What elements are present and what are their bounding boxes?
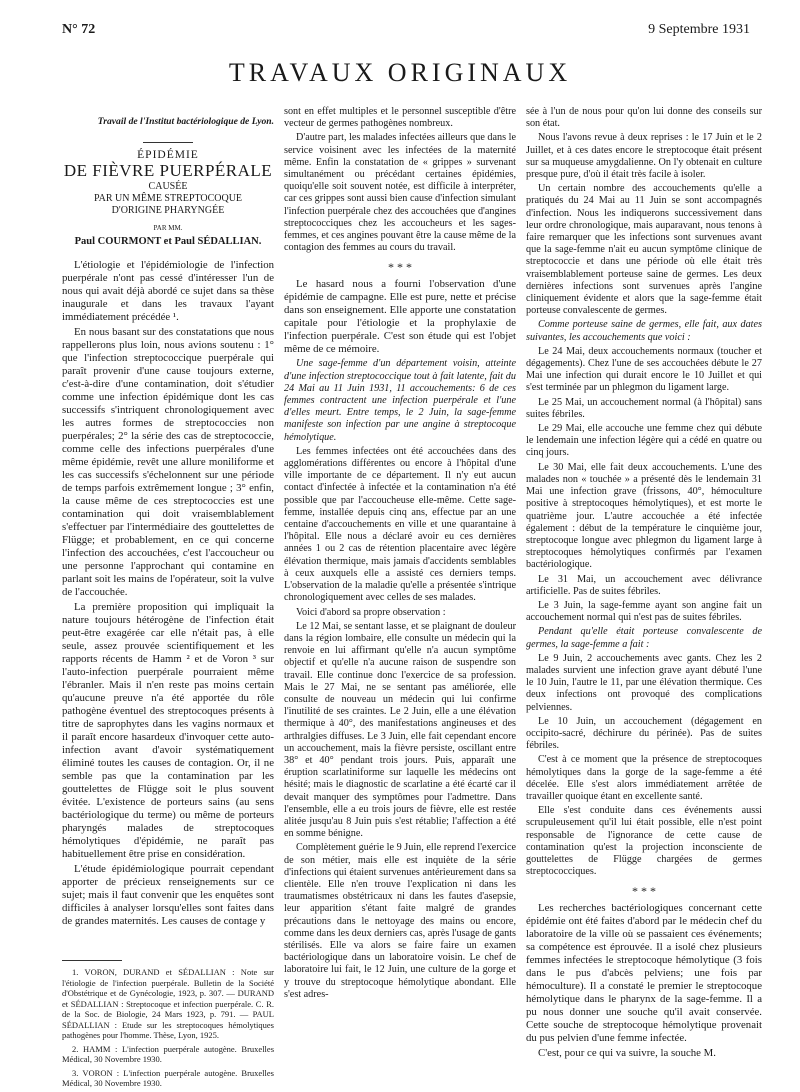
case-entry: Le 24 Mai, deux accouchements normaux (toucher et dégagements). Chez l'une de ses accouchées débute le 27 Mai une infection qui durait encore le 10 Juillet et qui s'est terminée par un phlegmon du ligament large. (526, 345, 762, 394)
page-header (62, 22, 750, 44)
title-line-3: CAUSÉE (148, 180, 188, 192)
paragraph: C'est, pour ce qui va suivre, la souche M. (538, 1047, 716, 1060)
paragraph: Nous l'avons revue à deux reprises : le 17 Juin et le 2 Juillet, et à ces dates encore le streptocoque était présent sur sa muqueuse amygdalienne. On l'y obtenait en culture presque pure, d'où il était très facile à isoler. (526, 132, 762, 181)
title-line-5: D'ORIGINE PHARYNGÉE (111, 205, 225, 217)
paragraph: Un certain nombre des accouchements qu'elle a pratiqués du 24 Mai au 11 Juin se sont accompagnés d'infection. Nous les indiquerons successivement dans leur ordre chronologique, mais auparavant, nous tenons à faire remarquer que les infections sont survenues avant que la sage-femme n'ait eu aucun symptôme clinique de streptococcie et dans une période où elle était très vraisemblablement porteuse saine de germes. Les deux dernières infections sont survenues après l'angine cliniquement évidente et alors que la sage-femme était porteuse convalescente de germes. (526, 183, 762, 317)
article-body (62, 106, 762, 1088)
paragraph: Complètement guérie le 9 Juin, elle reprend l'exercice de son métier, mais elle est inquiète de la série d'infections qui étaient survenues antérieurement dans sa clientèle. Elle n'en trouve l'explication ni dans les traumatismes obstétricaux ni dans les fautes d'asepsie, leur apparition s'étant faite malgré de grandes précautions dans le nettoyage des mains ou encore, comme dans les deux derniers cas, après l'usage de gants stérilisés. Elle va alors se faire faire un examen bactériologique dans un laboratoire voisin. Le chef de laboratoire lui fait, le 12 Juin, une culture de la gorge et y trouve du streptocoque hémolytique abondant. Elle s'est adres- (284, 842, 516, 1000)
case-entry: Le 29 Mai, elle accouche une femme chez qui débute le lendemain une infection légère qui a cédé en quatre ou cinq jours. (526, 423, 762, 459)
paragraph: Les femmes infectées ont été accouchées dans des agglomérations différentes ou encore à l'hôpital d'une ville importante de ce département. Il n'y eut aucun contact d'infectée à infectée et la contamination n'a été possible que par l'accoucheuse elle-même. Cette sage-femme, installée depuis cinq ans, effectue par an une centaine d'accouchements en ville et une quarantaine à l'hôpital. Elle nous a déclaré avoir eu ces dernières années 1 ou 2 cas de rétention placentaire avec légère élévation thermique, mais jamais d'accidents semblables à ceux auxquels elle a assisté ces derniers temps. L'observation de la maladie qu'elle a présentée s'intrique chronologiquement avec celles de ses malades. (284, 445, 516, 604)
footnotes (62, 960, 274, 1092)
affiliation: Travail de l'Institut bactériologique de Lyon. (97, 116, 274, 127)
title-rule (143, 142, 193, 143)
case-entry: Le 9 Juin, 2 accouchements avec gants. Chez les 2 malades survient une infection grave ayant débuté l'une le 10 Juin, l'autre le 11, par une élévation thermique. Ces deux infections ont provoqué des complications pelviennes. (526, 652, 762, 713)
issue-date: 9 Septembre 1931 (648, 22, 750, 37)
paragraph: Elle s'est conduite dans ces événements aussi scrupuleusement qu'il lui était possible, elle n'est point responsable de l'ignorance de cette cause de contamination qu'est la projection inconsciente de gouttelettes de Flügge chargées de germes streptococciques. (526, 805, 762, 878)
title-line-2: DE FIÈVRE PUERPÉRALE (63, 161, 273, 181)
paragraph: sée à l'un de nous pour qu'on lui donne des conseils sur son état. (526, 106, 762, 130)
authors: Paul COURMONT et Paul SÉDALLIAN. (74, 236, 262, 248)
column-1 (62, 106, 274, 1066)
subheading: Pendant qu'elle était porteuse convalescente de germes, la sage-femme a fait : (526, 626, 762, 650)
paragraph: La première proposition qui impliquait la nature toujours hétérogène de l'infection était peut-être exagérée car elle n'était pas, à elle seule, assez prouvée scientifiquement et les rapports récents de Hamm ² et de Voron ³ sur l'auto-infection puerpérale pourraient même l'ébranler. Mais il n'en reste pas moins certain qu'aucune preuve n'a été apportée du rôle pathogène éventuel des streptocoques présents à titre de saprophytes dans les vagins normaux et il paraît encore hasardeux d'invoquer cette auto-infection avant d'avoir systématiquement éliminé toutes les causes de contagion. Or, il ne semble pas que la contamination par les gouttelettes de Flügge soit le plus souvent évitée. L'existence de porteurs sains (au sens bactériologique du terme) ou même de porteurs pharyngés malades de streptocoques hémolytiques d'épidémie, ne paraît pas habituellement être prise en considération. (62, 600, 274, 860)
case-entry: Le 3 Juin, la sage-femme ayant son angine fait un accouchement normal qui n'est pas de suites fébriles. (526, 599, 762, 624)
column-2 (284, 106, 516, 1066)
footnote: 1. VORON, DURAND et SÉDALLIAN : Note sur l'étiologie de l'infection puerpérale. Bulletin de la Société d'Obstétrique et de Gynécologie, 1923, p. 307. — DURAND et SÉDALLIAN : Streptocoque et infection puerpérale. C. R. de la Soc. de Biologie, 24 Mars 1923, p. 791. — PAUL SÉDALLIAN : Etude sur les streptocoques hémolytiques pathogènes pour l'homme. Thèse, Lyon, 1925. (62, 967, 274, 1040)
footnote: 2. HAMM : L'infection puerpérale autogène. Bruxelles Médical, 30 Novembre 1930. (62, 1043, 274, 1064)
column-3 (526, 106, 762, 1066)
paragraph: Voici d'abord sa propre observation : (296, 606, 446, 618)
case-entry: Le 30 Mai, elle fait deux accouchements. L'une des malades non « touchée » a présenté dès le lendemain 31 Mai une infection grave (frissons, 40°, hémoculture positive à streptocoques hémolytiques), et est morte le quatrième jour. L'autre accouchée a été infectée également : début de la température le cinquième jour, streptocoque longue avec phlegmon du ligament large à streptocoques hémolytiques confirmés par l'examen bactériologique. (526, 461, 762, 571)
paragraph: sont en effet multiples et le personnel susceptible d'être vecteur de germes pathogènes nombreux. (284, 106, 516, 130)
case-entry: Le 31 Mai, un accouchement avec délivrance artificielle. Pas de suites fébriles. (526, 573, 762, 597)
footnote: 3. VORON : L'infection puerpérale autogène. Bruxelles Médical, 30 Novembre 1930. (62, 1067, 274, 1088)
paragraph: D'autre part, les malades infectées ailleurs que dans le service voisinent avec les infectées de la maternité même. Enfin la constatation de « grippes » survenant simultanément ou précédant certaines épidémies, quoiqu'elle soit souvent notée, est difficile à interpréter, car ces grippes sont aussi bien cause d'infection simulant l'infection puerpérale chez des accouchées que d'angines streptococciques chez les accoucheurs et les sages-femmes, et ces angines pouvant être la cause même de la contagion des femmes au cours du travail. (284, 132, 516, 254)
section-title: TRAVAUX ORIGINAUX (228, 58, 572, 87)
paragraph: Le 12 Mai, se sentant lasse, et se plaignant de douleur dans la région lombaire, elle consulte un médecin qui la renvoie en lui affirmant qu'elle n'a aucun symptôme objectif et qu'elle n'a aucune raison de suspendre son travail. Elle continue donc l'exercice de sa profession. Mais le 27 Mai, ne se sentant pas améliorée, elle consulte de nouveau un médecin qui lui confirme l'inutilité de ses craintes. Le 2 Juin, elle a une élévation thermique à 40°, des manifestations angineuses et des arthralgies diffuses. Le 3 Juin, elle fait cependant encore un accouchement, mais la fièvre persiste, oscillant entre 38° et 40° pendant trois jours. Puis, apparaît une éruption scarlatiniforme sur laquelle les médecins ont hésité; mais le diagnostic de scarlatine a été écarté car il devait manquer des symptômes pour l'admettre. Dans l'ensemble, elle a eu trois jours de fièvre, elle est restée alitée jusqu'au 8 Juin puis s'est rétablie; l'affection a été en somme bénigne. (284, 620, 516, 840)
paragraph: C'est à ce moment que la présence de streptocoques hémolytiques dans la gorge de la sage-femme a été décelée. Elle s'est alors immédiatement arrêtée de travailler quoique étant en excellente santé. (526, 754, 762, 802)
paragraph: L'étude épidémiologique pourrait cependant apporter de précieux renseignements sur ce sujet; mais il faut convenir que les enquêtes sont difficiles à analyser lorsqu'elles sont faites dans de grandes maternités. Les causes de contage y (62, 862, 274, 927)
par-label: PAR MM. (153, 224, 183, 233)
title-line-1: ÉPIDÉMIE (137, 149, 199, 162)
section-separator: * * * (632, 884, 656, 899)
paragraph: L'étiologie et l'épidémiologie de l'infection puerpérale n'ont pas cessé d'intéresser l'un de nous qui avait déjà abordé ce sujet dans sa thèse inaugurale et dans les travaux l'ayant immédiatement précédée ¹. (62, 258, 274, 323)
paragraph: En nous basant sur des constatations que nous rappellerons plus loin, nous avions soutenu : 1° que l'infection streptococcique puerpérale qui paraît provenir d'une cause toujours externe, c'est-à-dire d'une contamination, doit s'étudier comme une infection épidémique dont les cas successifs s'intriquent chronologiquement avec les autres formes de streptococcies non puerpérales; 2° la série des cas de streptococcie, comme celle des infections puerpérales d'une même épidémie, revêt une allure moniliforme et les cas successifs s'échelonnent sur une période de temps parfois extrêmement longue ; 3° enfin, la cause même de ces streptococcies est une contamination qui doit vraisemblablement s'effectuer par l'intermédiaire des gouttelettes de Flügge; et probablement, en ce qui concerne l'infection des accouchées, c'est l'accoucheur ou une personne l'approchant qui contamine en parlant soit les mains de l'opérateur, soit la vulve de l'accouchée. (62, 325, 274, 598)
section-separator: * * * (388, 260, 412, 275)
title-line-4: PAR UN MÊME STREPTOCOQUE (93, 192, 243, 204)
footnote-rule (62, 960, 122, 961)
summary-paragraph: Une sage-femme d'un département voisin, atteinte d'une infection streptococcique tout à fait latente, fait du 24 Mai au 11 Juin 1931, 11 accouchements: 6 de ces femmes contractent une infection puerpérale et l'une d'elles meurt. Entre temps, le 2 Juin, la sage-femme manifeste son infection par une angine à streptocoque hémolytique. (284, 358, 516, 443)
issue-number: N° 72 (62, 22, 96, 37)
case-entry: Le 25 Mai, un accouchement normal (à l'hôpital) sans suites fébriles. (526, 396, 762, 420)
paragraph: Le hasard nous a fourni l'observation d'une épidémie de campagne. Elle est pure, nette et précise dans son enseignement. Elle apporte une constatation capitale pour l'étiologie et la prophylaxie de l'infection puerpérale. C'est son étude qui est l'objet même de ce mémoire. (284, 278, 516, 356)
case-entry: Le 10 Juin, un accouchement (dégagement en occipito-sacré, déchirure du périnée). Pas de suites fébriles. (526, 715, 762, 752)
paragraph: Les recherches bactériologiques concernant cette épidémie ont été faites d'abord par le médecin chef du laboratoire de la ville où se passaient ces événements; sa compétence est éprouvée. Il a isolé chez plusieurs femmes infectées le streptocoque hémolytique (3 fois dans le pus d'abcès pelviens; une fois par hémoculture). Il a constaté le premier le streptocoque hémolytique dans le pharynx de la sage-femme. Il a pu nous donner une souche qu'il avait conservée. Cette souche de streptocoque hémolytique provenait du pus pelvien d'une femme infectée. (526, 902, 762, 1045)
subheading: Comme porteuse saine de germes, elle fait, aux dates suivantes, les accouchements que voici : (526, 319, 762, 343)
